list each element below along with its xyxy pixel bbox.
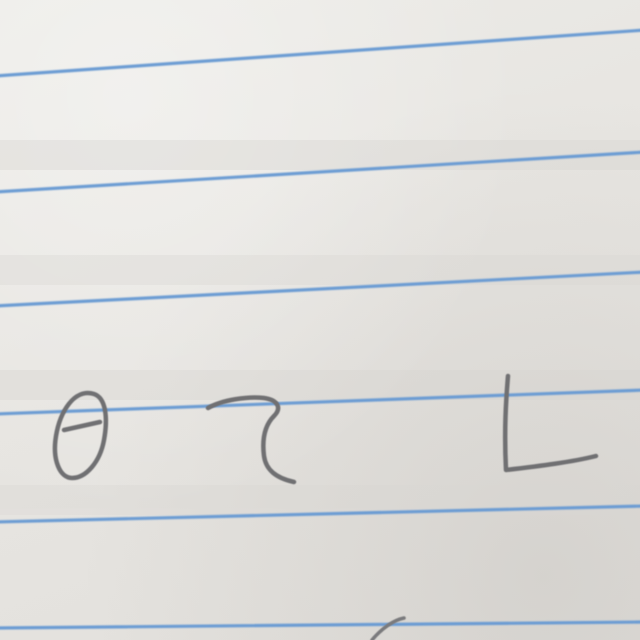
ruled-lines (0, 30, 640, 628)
handwritten-glyph-0 (55, 393, 106, 478)
ruled-line-6 (0, 622, 640, 628)
handwritten-glyph-2 (208, 397, 294, 482)
glyph-text-L (2, 0, 3, 1)
partial-pencil-stroke (372, 618, 404, 640)
ruled-line-1 (0, 30, 640, 76)
